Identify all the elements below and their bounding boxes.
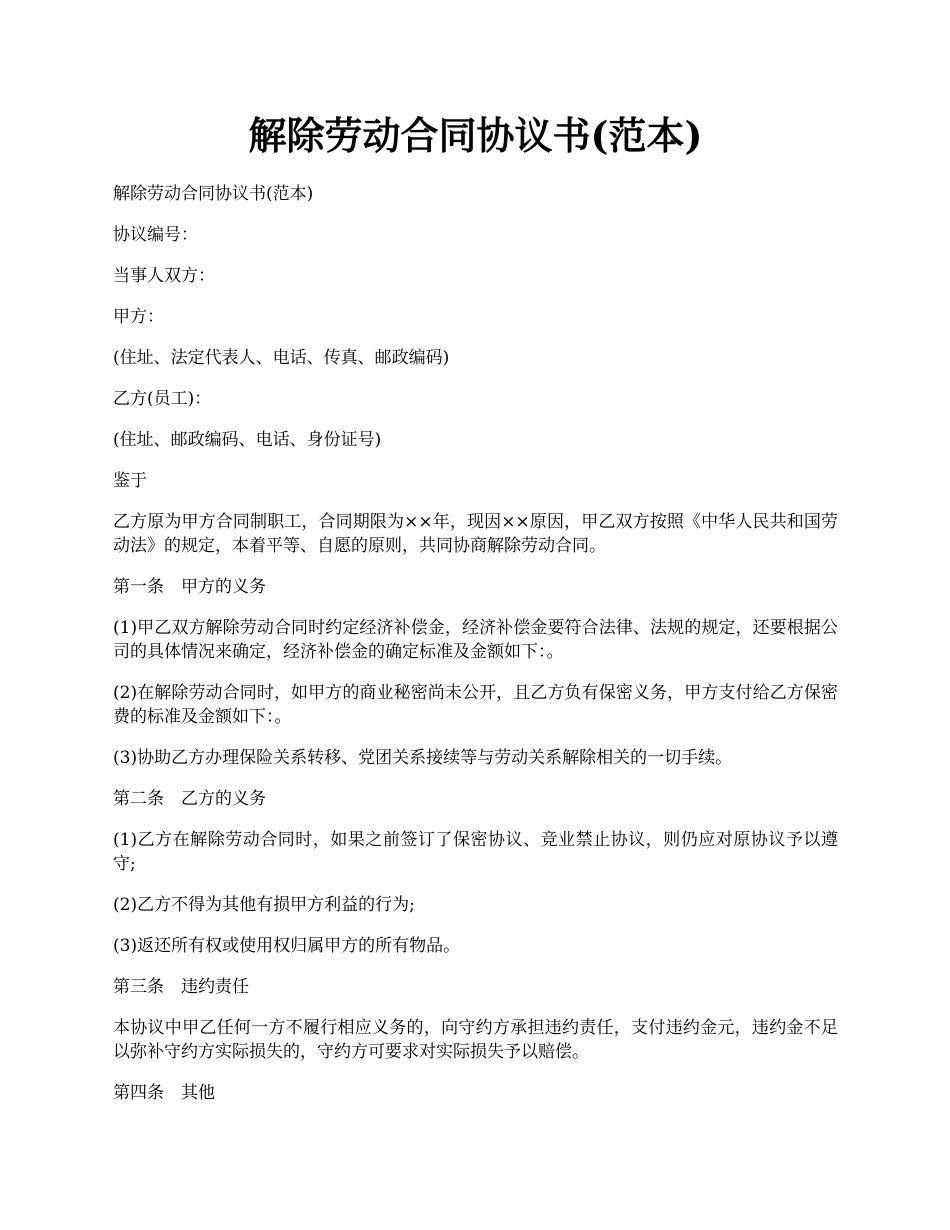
paragraph-article-1-item-1: (1)甲乙双方解除劳动合同时约定经济补偿金，经济补偿金要符合法律、法规的规定，还要根据公司的具体情况来确定，经济补偿金的确定标准及金额如下：。: [113, 618, 838, 662]
heading-article-2: 第二条 乙方的义务: [113, 789, 266, 809]
paragraph-article-2-item-1: (1)乙方在解除劳动合同时，如果之前签订了保密协议、竞业禁止协议，则仍应对原协议予以遵守;: [113, 830, 838, 874]
paragraph-party-b: 乙方(员工)：: [113, 389, 212, 409]
paragraph-agreement-number: 协议编号：: [113, 225, 198, 245]
paragraph-article-1-item-3: (3)协助乙方办理保险关系转移、党团关系接续等与劳动关系解除相关的一切手续。: [113, 748, 733, 768]
paragraph-party-a-details: (住址、法定代表人、电话、传真、邮政编码): [113, 348, 450, 368]
heading-article-4: 第四条 其他: [113, 1083, 215, 1103]
paragraph-subtitle: 解除劳动合同协议书(范本): [113, 184, 314, 204]
paragraph-party-a: 甲方：: [113, 307, 164, 327]
document-title: 解除劳动合同协议书(范本): [248, 113, 703, 158]
paragraph-article-3: 本协议中甲乙任何一方不履行相应义务的，向守约方承担违约责任，支付违约金元，违约金不足以弥补守约方实际损失的，守约方可要求对实际损失予以赔偿。: [113, 1018, 838, 1062]
paragraph-background: 乙方原为甲方合同制职工，合同期限为××年，现因××原因，甲乙双方按照《中华人民共和国劳动法》的规定，本着平等、自愿的原则，共同协商解除劳动合同。: [113, 512, 838, 556]
paragraph-article-2-item-3: (3)返还所有权或使用权归属甲方的所有物品。: [113, 936, 461, 956]
paragraph-party-b-details: (住址、邮政编码、电话、身份证号): [113, 430, 382, 450]
document-body: [113, 182, 838, 1122]
paragraph-article-2-item-2: (2)乙方不得为其他有损甲方利益的行为;: [113, 895, 415, 915]
paragraph-whereas: 鉴于: [113, 471, 147, 491]
heading-article-3: 第三条 违约责任: [113, 977, 249, 997]
paragraph-parties: 当事人双方：: [113, 266, 215, 286]
paragraph-article-1-item-2: (2)在解除劳动合同时，如甲方的商业秘密尚未公开，且乙方负有保密义务，甲方支付给乙方保密费的标准及金额如下：。: [113, 683, 838, 727]
heading-article-1: 第一条 甲方的义务: [113, 577, 266, 597]
